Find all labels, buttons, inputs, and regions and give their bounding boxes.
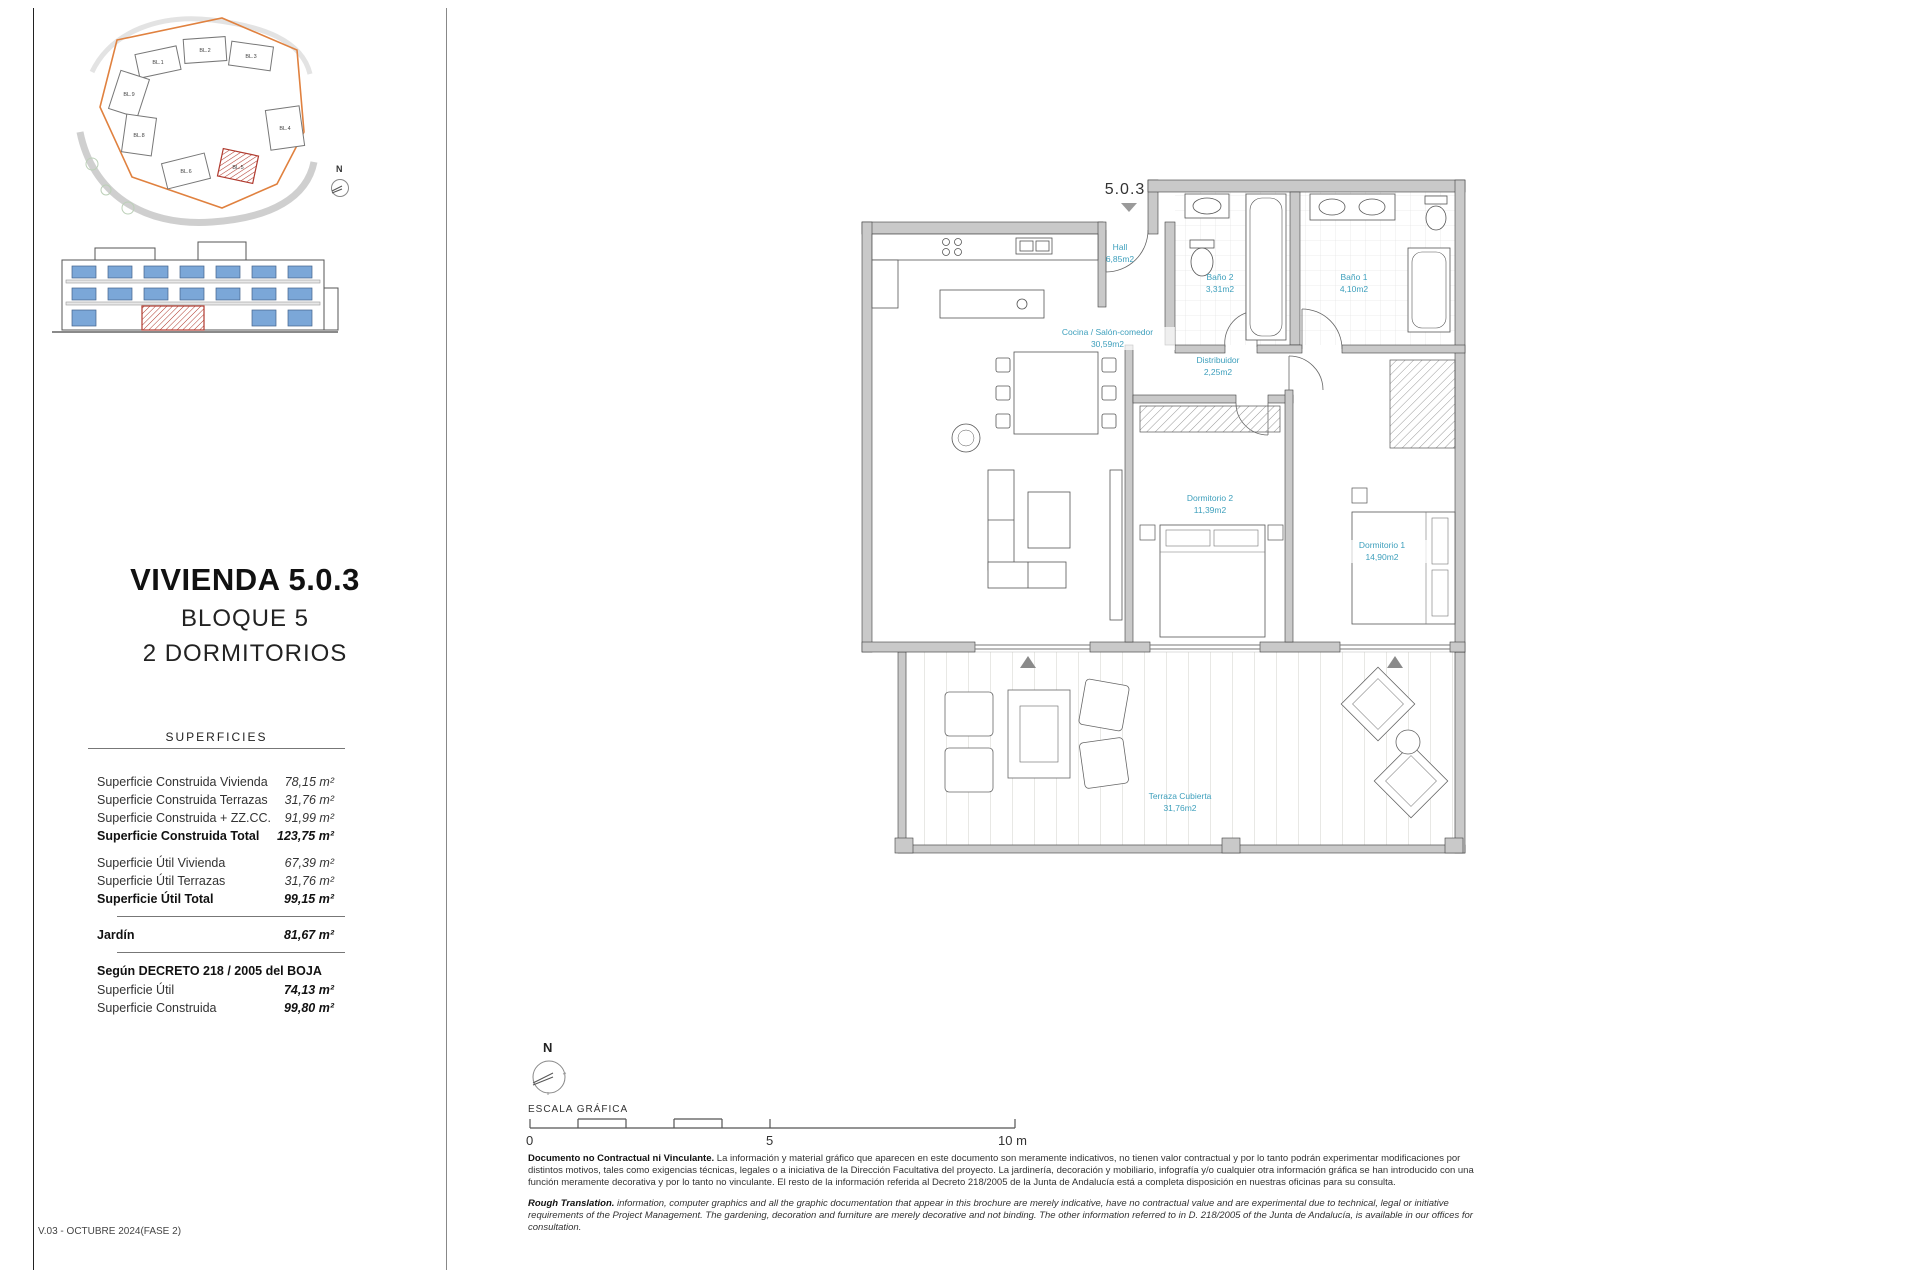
surface-value: 99,80 m² [283, 1001, 334, 1015]
surface-label: Superficie Útil Vivienda [97, 856, 226, 870]
room-area: 4,10m2 [1339, 283, 1369, 294]
surface-label: Superficie Útil Total [97, 892, 214, 906]
room-name: Dormitorio 2 [1186, 493, 1234, 503]
scale-tick-10: 10 m [998, 1133, 1027, 1148]
room-label-cocina [1040, 327, 1175, 350]
surface-value: 67,39 m² [284, 856, 334, 870]
page-left-border [33, 8, 34, 1270]
surface-label: Superficie Construida Total [97, 829, 260, 843]
disclaimer-lead: Rough Translation. [528, 1198, 615, 1209]
surfaces-group-construida [97, 775, 334, 847]
room-label-bano1 [1312, 272, 1396, 295]
room-name: Cocina / Salón-comedor [1061, 327, 1154, 337]
svg-text:BL.9: BL.9 [123, 92, 135, 98]
scale-tick-5: 5 [766, 1133, 774, 1148]
svg-text:BL.8: BL.8 [133, 133, 145, 139]
unit-number-label: 5.0.3 [1104, 181, 1146, 198]
disclaimer-lead: Documento no Contractual ni Vinculante. [528, 1153, 715, 1164]
room-name: Distribuidor [1196, 355, 1240, 365]
room-area: 11,39m2 [1193, 504, 1227, 515]
page-title: VIVIENDA 5.0.3 [130, 562, 360, 597]
decree-heading: Según DECRETO 218 / 2005 del BOJA [97, 964, 322, 978]
sofa-set [952, 424, 1122, 620]
dining-table [996, 352, 1116, 434]
room-name: Terraza Cubierta [1148, 791, 1212, 801]
kitchen-units [872, 234, 1098, 318]
svg-text:BL.3: BL.3 [245, 54, 257, 60]
column-divider [446, 8, 447, 1270]
room-area: 31,76m2 [1163, 802, 1197, 813]
svg-text:BL.6: BL.6 [180, 169, 192, 175]
room-area: 3,31m2 [1205, 283, 1235, 294]
svg-text:BL.1: BL.1 [152, 60, 164, 66]
surface-value: 31,76 m² [284, 874, 334, 888]
bedroom1-furniture [1352, 360, 1455, 624]
version-label: V.03 - OCTUBRE 2024(FASE 2) [38, 1226, 182, 1237]
room-label-terraza [1125, 791, 1235, 814]
surface-label: Superficie Útil [97, 983, 175, 997]
title-block: BLOQUE 5 [180, 605, 310, 632]
surface-value: 123,75 m² [277, 829, 334, 843]
surfaces-group-util [97, 856, 334, 910]
surface-value: 91,99 m² [284, 811, 334, 825]
roof-block [198, 242, 246, 260]
site-buildings [109, 37, 305, 189]
disclaimer-body: information, computer graphics and all the graphic documentation that appear in this brochure are merely indicative, have no contractual value and are experimental due to technical, legal or initiative requirements of the Project Management. The gardening, decoration and furniture are merely decorative and not binding. The other information referred to in D. 218/2005 of the Junta de Andalucía, is available in our offices for consultation. [528, 1198, 1473, 1233]
surfaces-group-decree [97, 983, 334, 1019]
surfaces-heading: SUPERFICIES [165, 730, 268, 744]
surface-label: Superficie Construida Terrazas [97, 793, 268, 807]
room-area: 6,85m2 [1105, 253, 1135, 264]
room-label-bano2 [1178, 272, 1262, 295]
divider [117, 916, 345, 917]
room-label-distribuidor [1173, 355, 1263, 378]
scale-tick-0: 0 [526, 1133, 534, 1148]
room-area: 30,59m2 [1090, 338, 1125, 349]
room-area: 2,25m2 [1203, 366, 1233, 377]
surface-label: Superficie Construida + ZZ.CC. [97, 811, 272, 825]
svg-text:BL.5: BL.5 [232, 165, 244, 171]
surface-label: Superficie Construida [97, 1001, 217, 1015]
room-name: Hall [1112, 242, 1128, 252]
surface-label: Superficie Útil Terrazas [97, 874, 226, 888]
site-plan-drawing [72, 12, 352, 242]
room-name: Baño 2 [1206, 272, 1234, 282]
surface-label: Jardín [97, 928, 135, 942]
disclaimer-spanish [528, 1153, 1490, 1188]
side-annex [324, 288, 338, 330]
title-bedrooms: 2 DORMITORIOS [142, 640, 348, 667]
disclaimer-english [528, 1198, 1490, 1233]
roof-block [95, 248, 155, 260]
site-compass-icon [328, 176, 352, 200]
surface-value: 99,15 m² [283, 892, 334, 906]
surface-value: 74,13 m² [283, 983, 334, 997]
disclaimer-body: La información y material gráfico que aparecen en este documento son meramente indicativos, no tienen valor contractual y por lo tanto podrán experimentar modificaciones por distintos motivos, tales como exigencias técnicas, legales o a iniciativa de la Dirección Facultativa del proyecto. La jardinería, decoración y mobiliario, infografía y/o cualquier otra información gráfica se han introducido con una función meramente decorativa y por lo tanto no vinculante. El resto de la información referida al Decreto 218/2005 de la Junta de Andalucía está a completa disposición en nuestras oficinas para su consulta. [528, 1153, 1474, 1188]
divider [117, 952, 345, 953]
room-label-dormitorio1 [1337, 540, 1427, 563]
jardin-row [97, 928, 334, 946]
site-north-label: N [336, 164, 343, 174]
room-label-dormitorio2 [1165, 493, 1255, 516]
plan-compass-icon [528, 1057, 572, 1101]
highlighted-unit [142, 306, 204, 330]
surface-value: 81,67 m² [283, 928, 334, 942]
surface-value: 31,76 m² [284, 793, 334, 807]
terrace [895, 652, 1465, 853]
room-area: 14,90m2 [1365, 551, 1399, 562]
bedroom2-furniture [1140, 406, 1283, 637]
building-elevation-drawing [50, 236, 340, 336]
room-name: Baño 1 [1340, 272, 1368, 282]
svg-text:BL.2: BL.2 [199, 48, 211, 54]
surface-label: Superficie Construida Vivienda [97, 775, 268, 789]
surface-value: 78,15 m² [284, 775, 334, 789]
svg-text:BL.4: BL.4 [279, 126, 291, 132]
surfaces-rule [88, 748, 345, 749]
plan-north-label: N [543, 1040, 553, 1055]
scale-heading: ESCALA GRÁFICA [528, 1104, 629, 1115]
room-label-hall [1088, 242, 1152, 265]
glass-doors [975, 645, 1450, 649]
room-name: Dormitorio 1 [1358, 540, 1406, 550]
